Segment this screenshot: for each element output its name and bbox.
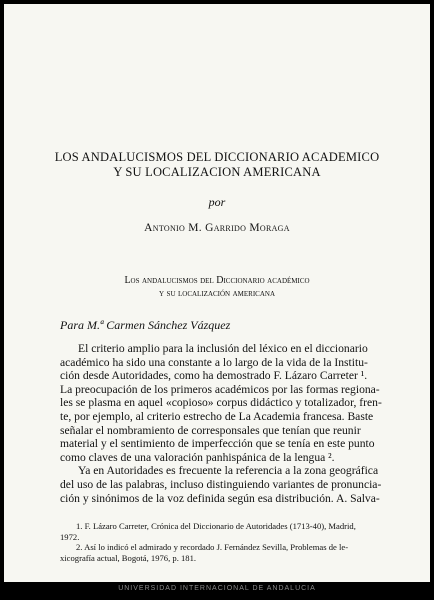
article-title xyxy=(4,150,430,180)
watermark: UNIVERSIDAD INTERNACIONAL DE ANDALUCIA xyxy=(118,585,316,592)
body-line: les se plasma en aquel «copioso» corpus didáctico y totalizador, fren- xyxy=(60,396,382,410)
running-head-line: Los andalucismos del Diccionario académico xyxy=(124,275,310,286)
byline-por: por xyxy=(208,195,226,209)
body-line: del uso de las palabras, incluso distinguiendo variantes de pronuncia- xyxy=(60,477,382,491)
article-title-line: LOS ANDALUCISMOS DEL DICCIONARIO ACADEMICO xyxy=(54,150,380,164)
dedication: Para M.ª Carmen Sánchez Vázquez xyxy=(60,318,231,332)
footnote-line: 2. Así lo indicó el admirado y recordado J. Fernández Sevilla, Problemas de le- xyxy=(76,542,349,552)
footnotes xyxy=(60,521,382,563)
body-line: material y el sentimiento de imperfección que se tenía en este punto xyxy=(60,437,375,451)
body-line: Ya en Autoridades es frecuente la referencia a la zona geográfica xyxy=(78,464,379,478)
footnote-line: xicografía actual, Bogotá, 1976, p. 181. xyxy=(60,552,197,563)
running-head xyxy=(4,274,430,300)
footnote-line: 1972. xyxy=(60,531,80,542)
body-line: ción desde Autoridades, como ha demostrado F. Lázaro Carreter ¹. xyxy=(60,369,368,383)
running-head-line: y su localización americana xyxy=(159,288,275,299)
author-name: Antonio M. Garrido Moraga xyxy=(144,222,290,234)
body-text xyxy=(60,342,382,505)
body-line: señalar el nombramiento de corresponsales que tenían que reunir xyxy=(60,423,361,437)
article-title-line: Y SU LOCALIZACION AMERICANA xyxy=(113,165,321,179)
body-line: como claves de una valoración panhispánica de la lengua ². xyxy=(60,450,335,464)
footnote-line: 1. F. Lázaro Carreter, Crónica del Diccionario de Autoridades (1713-40), Madrid, xyxy=(76,521,356,531)
journal-page xyxy=(4,4,430,582)
body-line: académico ha sido una constante a lo largo de la vida de la Institu- xyxy=(60,355,368,369)
body-line: te, por ejemplo, al criterio estrecho de La Academia francesa. Baste xyxy=(60,409,374,423)
body-line: ción y sinónimos de la voz definida según esa distribución. A. Salva- xyxy=(60,491,380,505)
body-line: La preocupación de los primeros académicos por las formas regiona- xyxy=(60,382,380,396)
body-line: El criterio amplio para la inclusión del léxico en el diccionario xyxy=(78,342,368,355)
